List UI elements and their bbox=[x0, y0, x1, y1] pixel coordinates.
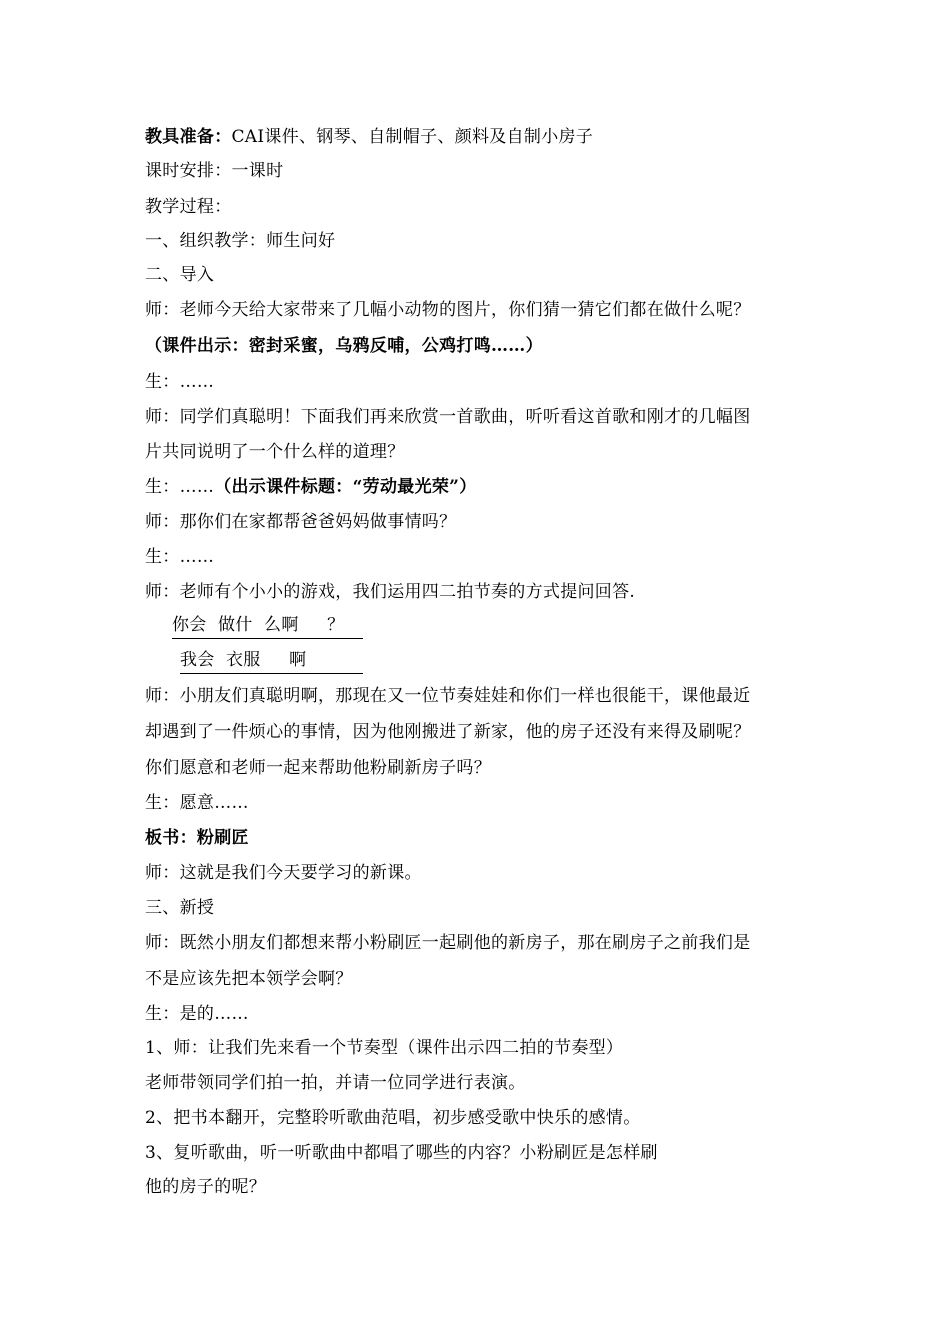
step-1-detail: 老师带领同学们拍一拍，并请一位同学进行表演。 bbox=[145, 1073, 526, 1093]
teacher-line-5a: 师：小朋友们真聪明啊，那现在又一位节奏娃娃和你们一样也很能干，课他最近 bbox=[145, 686, 751, 706]
process-heading: 教学过程： bbox=[145, 197, 232, 217]
teacher-line-6: 师：这就是我们今天要学习的新课。 bbox=[145, 863, 422, 883]
rhythm-answer: 我会 衣服 啊 bbox=[180, 648, 363, 674]
teaching-aids-text: CAI课件、钢琴、自制帽子、颜料及自制小房子 bbox=[231, 127, 594, 147]
step-1-line: 1、师：让我们先来看一个节奏型（课件出示四二拍的节奏型） bbox=[145, 1038, 624, 1058]
teacher-line-7b: 不是应该先把本领学会啊？ bbox=[145, 969, 353, 989]
teacher-line-7a: 师：既然小朋友们都想来帮小粉刷匠一起刷他的新房子，那在刷房子之前我们是 bbox=[145, 933, 751, 953]
teacher-line-5c: 你们愿意和老师一起来帮助他粉刷新房子吗？ bbox=[145, 758, 491, 778]
rhythm-question: 你会 做什 么啊 ？ bbox=[172, 613, 363, 639]
section-2-heading: 二、导入 bbox=[145, 265, 215, 285]
section-1-heading: 一、组织教学：师生问好 bbox=[145, 231, 336, 251]
student-line-4: 生：愿意…… bbox=[145, 793, 249, 813]
teacher-line-2b: 片共同说明了一个什么样的道理？ bbox=[145, 442, 405, 462]
step-2-line: 2、把书本翻开，完整聆听歌曲范唱，初步感受歌中快乐的感情。 bbox=[145, 1108, 641, 1128]
student-line-5: 生：是的…… bbox=[145, 1004, 249, 1024]
teaching-aids-label: 教具准备： bbox=[145, 127, 232, 147]
courseware-note: （课件出示：密封采蜜，乌鸦反哺，公鸡打鸣……） bbox=[145, 336, 543, 356]
blackboard-line: 板书：粉刷匠 bbox=[145, 828, 249, 848]
teacher-line-4: 师：老师有个小小的游戏，我们运用四二拍节奏的方式提问回答. bbox=[145, 582, 636, 602]
courseware-title-note: （出示课件标题：“劳动最光荣”） bbox=[214, 477, 477, 497]
step-3-line-b: 他的房子的呢？ bbox=[145, 1177, 267, 1197]
schedule-line: 课时安排：一课时 bbox=[145, 161, 284, 181]
student-line-2-prefix: 生：…… bbox=[145, 477, 215, 497]
teacher-line-1: 师：老师今天给大家带来了几幅小动物的图片，你们猜一猜它们都在做什么呢？ bbox=[145, 300, 751, 320]
student-line-1: 生：…… bbox=[145, 372, 215, 392]
section-3-heading: 三、新授 bbox=[145, 898, 215, 918]
teacher-line-5b: 却遇到了一件烦心的事情，因为他刚搬进了新家，他的房子还没有来得及刷呢？ bbox=[145, 722, 751, 742]
student-line-3: 生：…… bbox=[145, 547, 215, 567]
student-line-2 bbox=[145, 475, 477, 499]
teaching-aids-line bbox=[145, 125, 593, 149]
teacher-line-2a: 师：同学们真聪明！下面我们再来欣赏一首歌曲，听听看这首歌和刚才的几幅图 bbox=[145, 407, 751, 427]
step-3-line-a: 3、复听歌曲，听一听歌曲中都唱了哪些的内容？小粉刷匠是怎样刷 bbox=[145, 1143, 658, 1163]
teacher-line-3: 师：那你们在家都帮爸爸妈妈做事情吗？ bbox=[145, 512, 457, 532]
